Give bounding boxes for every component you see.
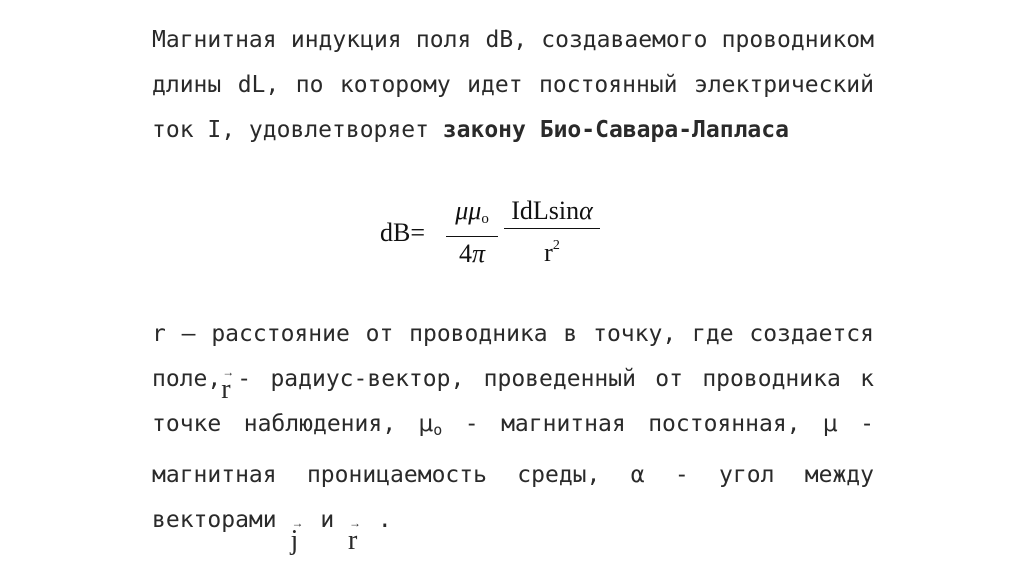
notation-text-4: - магнитная проницаемость среды, — [152, 411, 875, 488]
mu-symbol: μ — [468, 196, 482, 225]
notation-text-1: r – расстояние от проводника в точку, где создается поле, — [152, 321, 874, 392]
fraction2-denominator — [504, 231, 600, 268]
mu-o-subscript: o — [433, 421, 443, 439]
paragraph-notation — [152, 312, 875, 556]
pi-symbol: π — [471, 239, 486, 268]
formula-fraction-constant — [446, 196, 498, 269]
law-name: закону Био-Савара-Лапласа — [442, 117, 789, 143]
r-exponent: 2 — [552, 238, 560, 253]
fraction1-denominator — [446, 239, 498, 269]
fraction2-bar — [504, 228, 600, 229]
mu-symbol: μ — [455, 196, 469, 225]
mu-subscript: o — [481, 211, 489, 227]
notation-text-6: и — [306, 507, 349, 533]
notation-text-7: . — [364, 507, 392, 533]
fraction2-numerator — [504, 196, 600, 226]
vector-arrow-icon: → — [222, 365, 235, 379]
notation-text-2: - радиус-вектор, проведенный от проводника к точке наблюдения, — [152, 366, 874, 437]
four: 4 — [458, 239, 472, 268]
vector-j-letter: j — [290, 525, 299, 556]
vector-r-letter: r — [221, 374, 231, 405]
vector-arrow-icon: → — [291, 516, 304, 530]
numerator-text: IdLsin — [511, 196, 580, 225]
vector-r-2 — [348, 516, 364, 556]
notation-text-5: - угол между векторами — [152, 462, 875, 533]
paragraph1-text: Магнитная индукция поля dB, создаваемого проводником длины dL, по которому идет постоянный электрический ток I, удовлетворяет — [152, 27, 874, 143]
notation-text-3: - магнитная постоянная, — [442, 411, 824, 437]
mu-o-symbol: μ — [418, 411, 434, 437]
vector-r — [221, 365, 237, 405]
paragraph-definition — [152, 18, 874, 153]
mu-symbol: μ — [823, 411, 838, 437]
formula-fraction-main — [504, 196, 600, 268]
fraction1-numerator — [446, 196, 498, 234]
vector-arrow-icon: → — [349, 516, 362, 530]
r-base: r — [544, 238, 553, 267]
vector-j — [290, 516, 306, 556]
formula-lhs: dB= — [380, 218, 426, 247]
alpha-symbol: α — [579, 196, 593, 225]
alpha-symbol: α — [630, 462, 645, 488]
vector-r-letter: r — [348, 525, 358, 556]
fraction1-bar — [446, 236, 498, 237]
